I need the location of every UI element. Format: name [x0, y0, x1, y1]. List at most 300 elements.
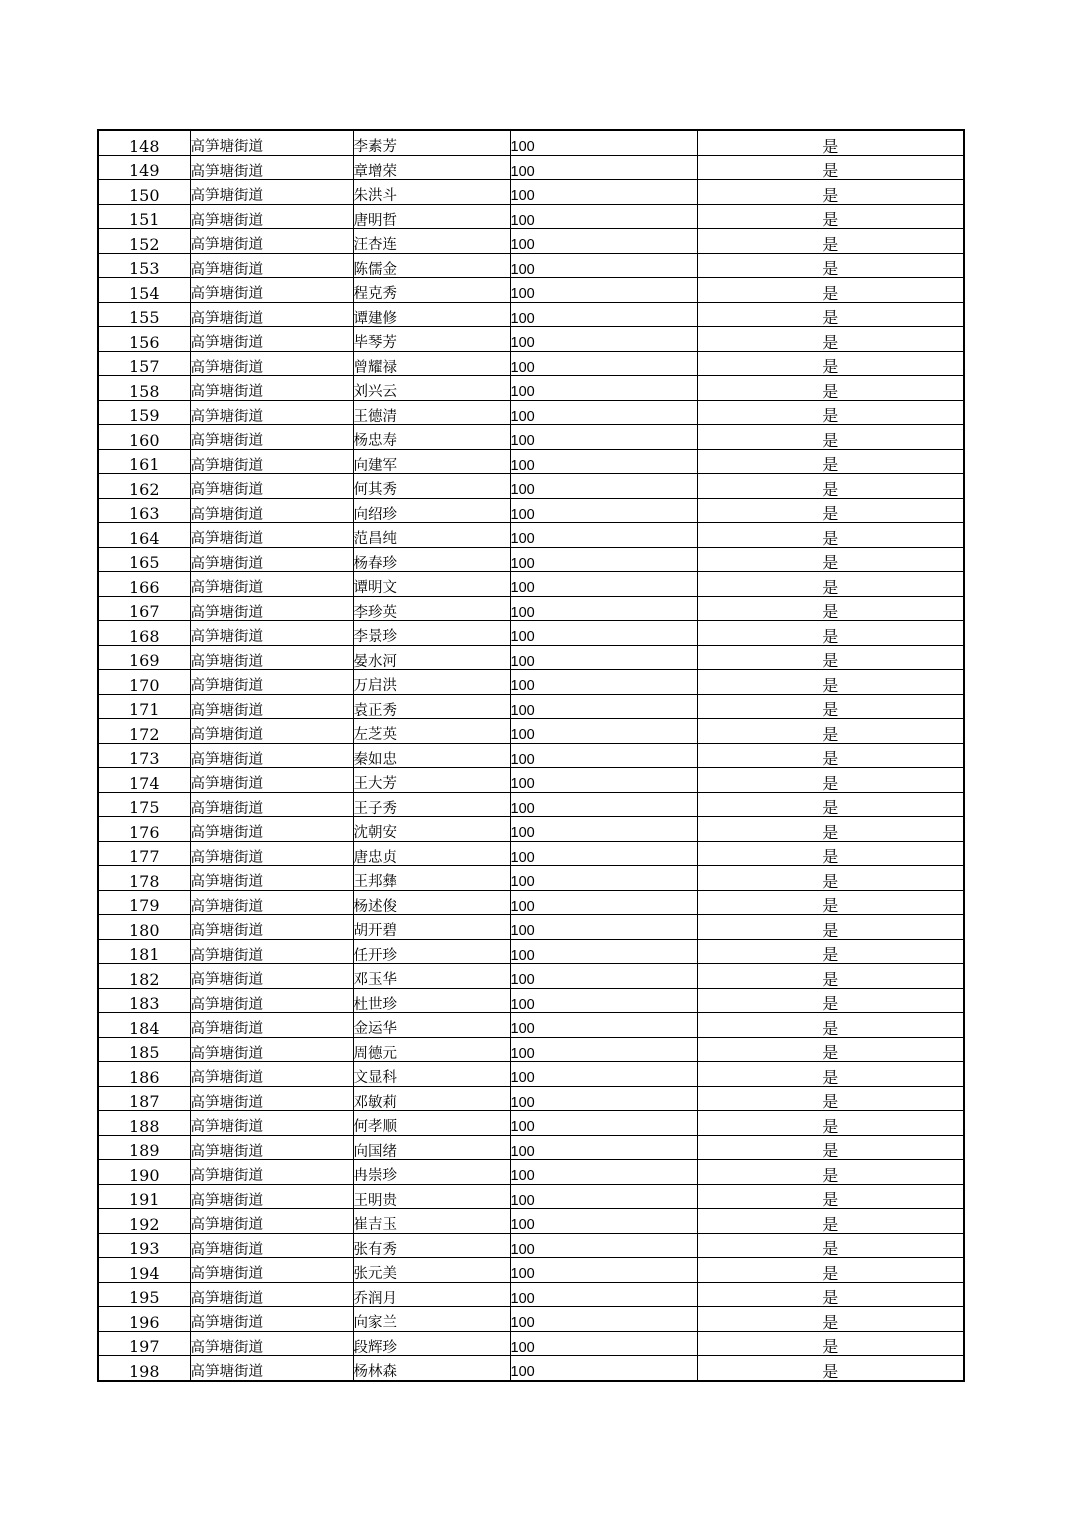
amount-cell: 100	[510, 719, 697, 744]
street-cell: 高笋塘街道	[190, 229, 353, 254]
person-name-cell: 杜世珍	[353, 988, 510, 1013]
table-row	[98, 792, 964, 817]
street-cell: 高笋塘街道	[190, 1331, 353, 1356]
flag-cell: 是	[697, 327, 964, 352]
person-name-cell: 李珍英	[353, 596, 510, 621]
row-number-cell: 178	[98, 866, 190, 891]
street-cell: 高笋塘街道	[190, 596, 353, 621]
street-cell: 高笋塘街道	[190, 1160, 353, 1185]
street-cell: 高笋塘街道	[190, 841, 353, 866]
table-row	[98, 400, 964, 425]
row-number-cell: 182	[98, 964, 190, 989]
amount-cell: 100	[510, 425, 697, 450]
street-cell: 高笋塘街道	[190, 1282, 353, 1307]
street-cell: 高笋塘街道	[190, 449, 353, 474]
row-number-cell: 181	[98, 939, 190, 964]
flag-cell: 是	[697, 841, 964, 866]
amount-cell: 100	[510, 817, 697, 842]
table-row	[98, 547, 964, 572]
row-number-cell: 194	[98, 1258, 190, 1283]
table-row	[98, 1013, 964, 1038]
table-row	[98, 988, 964, 1013]
person-name-cell: 朱洪斗	[353, 180, 510, 205]
street-cell: 高笋塘街道	[190, 572, 353, 597]
table-row	[98, 498, 964, 523]
flag-cell: 是	[697, 866, 964, 891]
row-number-cell: 187	[98, 1086, 190, 1111]
table-row	[98, 866, 964, 891]
row-number-cell: 190	[98, 1160, 190, 1185]
row-number-cell: 155	[98, 302, 190, 327]
person-name-cell: 袁正秀	[353, 694, 510, 719]
person-name-cell: 周德元	[353, 1037, 510, 1062]
amount-cell: 100	[510, 180, 697, 205]
person-name-cell: 范昌纯	[353, 523, 510, 548]
table-row	[98, 1037, 964, 1062]
street-cell: 高笋塘街道	[190, 743, 353, 768]
amount-cell: 100	[510, 204, 697, 229]
flag-cell: 是	[697, 1160, 964, 1185]
table-row	[98, 915, 964, 940]
flag-cell: 是	[697, 449, 964, 474]
table-row	[98, 523, 964, 548]
row-number-cell: 149	[98, 155, 190, 180]
person-name-cell: 段辉珍	[353, 1331, 510, 1356]
table-row	[98, 964, 964, 989]
table-row	[98, 1184, 964, 1209]
row-number-cell: 152	[98, 229, 190, 254]
table-row	[98, 645, 964, 670]
flag-cell: 是	[697, 1013, 964, 1038]
amount-cell: 100	[510, 670, 697, 695]
street-cell: 高笋塘街道	[190, 866, 353, 891]
row-number-cell: 164	[98, 523, 190, 548]
amount-cell: 100	[510, 743, 697, 768]
amount-cell: 100	[510, 1037, 697, 1062]
row-number-cell: 185	[98, 1037, 190, 1062]
street-cell: 高笋塘街道	[190, 1184, 353, 1209]
amount-cell: 100	[510, 1013, 697, 1038]
amount-cell: 100	[510, 302, 697, 327]
table-row	[98, 130, 964, 155]
row-number-cell: 165	[98, 547, 190, 572]
table-row	[98, 596, 964, 621]
street-cell: 高笋塘街道	[190, 253, 353, 278]
amount-cell: 100	[510, 547, 697, 572]
flag-cell: 是	[697, 939, 964, 964]
table-row	[98, 1331, 964, 1356]
person-name-cell: 向建军	[353, 449, 510, 474]
amount-cell: 100	[510, 1282, 697, 1307]
flag-cell: 是	[697, 621, 964, 646]
row-number-cell: 195	[98, 1282, 190, 1307]
street-cell: 高笋塘街道	[190, 1135, 353, 1160]
street-cell: 高笋塘街道	[190, 327, 353, 352]
person-name-cell: 崔吉玉	[353, 1209, 510, 1234]
person-name-cell: 张有秀	[353, 1233, 510, 1258]
flag-cell: 是	[697, 425, 964, 450]
flag-cell: 是	[697, 400, 964, 425]
street-cell: 高笋塘街道	[190, 645, 353, 670]
table-row	[98, 253, 964, 278]
amount-cell: 100	[510, 376, 697, 401]
amount-cell: 100	[510, 768, 697, 793]
row-number-cell: 154	[98, 278, 190, 303]
person-name-cell: 谭明文	[353, 572, 510, 597]
street-cell: 高笋塘街道	[190, 376, 353, 401]
person-name-cell: 文显科	[353, 1062, 510, 1087]
person-name-cell: 王邦彝	[353, 866, 510, 891]
person-name-cell: 王子秀	[353, 792, 510, 817]
street-cell: 高笋塘街道	[190, 817, 353, 842]
flag-cell: 是	[697, 1135, 964, 1160]
person-name-cell: 陈儒金	[353, 253, 510, 278]
amount-cell: 100	[510, 915, 697, 940]
row-number-cell: 196	[98, 1307, 190, 1332]
street-cell: 高笋塘街道	[190, 474, 353, 499]
amount-cell: 100	[510, 155, 697, 180]
street-cell: 高笋塘街道	[190, 547, 353, 572]
person-name-cell: 任开珍	[353, 939, 510, 964]
row-number-cell: 197	[98, 1331, 190, 1356]
row-number-cell: 158	[98, 376, 190, 401]
street-cell: 高笋塘街道	[190, 1111, 353, 1136]
flag-cell: 是	[697, 1282, 964, 1307]
street-cell: 高笋塘街道	[190, 155, 353, 180]
flag-cell: 是	[697, 204, 964, 229]
amount-cell: 100	[510, 523, 697, 548]
table-row	[98, 180, 964, 205]
person-name-cell: 曾耀禄	[353, 351, 510, 376]
table-row	[98, 204, 964, 229]
street-cell: 高笋塘街道	[190, 1037, 353, 1062]
flag-cell: 是	[697, 719, 964, 744]
street-cell: 高笋塘街道	[190, 1307, 353, 1332]
table-row	[98, 1233, 964, 1258]
flag-cell: 是	[697, 1111, 964, 1136]
amount-cell: 100	[510, 1111, 697, 1136]
street-cell: 高笋塘街道	[190, 278, 353, 303]
person-name-cell: 何孝顺	[353, 1111, 510, 1136]
amount-cell: 100	[510, 964, 697, 989]
person-name-cell: 王明贵	[353, 1184, 510, 1209]
flag-cell: 是	[697, 743, 964, 768]
flag-cell: 是	[697, 596, 964, 621]
street-cell: 高笋塘街道	[190, 1013, 353, 1038]
table-row	[98, 1062, 964, 1087]
row-number-cell: 151	[98, 204, 190, 229]
person-name-cell: 冉崇珍	[353, 1160, 510, 1185]
flag-cell: 是	[697, 792, 964, 817]
row-number-cell: 161	[98, 449, 190, 474]
person-name-cell: 乔润月	[353, 1282, 510, 1307]
street-cell: 高笋塘街道	[190, 425, 353, 450]
row-number-cell: 166	[98, 572, 190, 597]
flag-cell: 是	[697, 890, 964, 915]
row-number-cell: 184	[98, 1013, 190, 1038]
person-name-cell: 向家兰	[353, 1307, 510, 1332]
table-row	[98, 1160, 964, 1185]
table-row	[98, 841, 964, 866]
row-number-cell: 177	[98, 841, 190, 866]
amount-cell: 100	[510, 1307, 697, 1332]
person-name-cell: 唐明哲	[353, 204, 510, 229]
amount-cell: 100	[510, 572, 697, 597]
row-number-cell: 174	[98, 768, 190, 793]
flag-cell: 是	[697, 278, 964, 303]
amount-cell: 100	[510, 694, 697, 719]
row-number-cell: 168	[98, 621, 190, 646]
table-row	[98, 449, 964, 474]
street-cell: 高笋塘街道	[190, 670, 353, 695]
table-row	[98, 327, 964, 352]
amount-cell: 100	[510, 1160, 697, 1185]
person-name-cell: 金运华	[353, 1013, 510, 1038]
flag-cell: 是	[697, 1233, 964, 1258]
row-number-cell: 189	[98, 1135, 190, 1160]
flag-cell: 是	[697, 253, 964, 278]
street-cell: 高笋塘街道	[190, 302, 353, 327]
street-cell: 高笋塘街道	[190, 915, 353, 940]
table-row	[98, 376, 964, 401]
amount-cell: 100	[510, 841, 697, 866]
row-number-cell: 170	[98, 670, 190, 695]
flag-cell: 是	[697, 1307, 964, 1332]
amount-cell: 100	[510, 1135, 697, 1160]
row-number-cell: 167	[98, 596, 190, 621]
table-row	[98, 351, 964, 376]
street-cell: 高笋塘街道	[190, 130, 353, 155]
table-row	[98, 621, 964, 646]
row-number-cell: 180	[98, 915, 190, 940]
street-cell: 高笋塘街道	[190, 792, 353, 817]
person-name-cell: 毕琴芳	[353, 327, 510, 352]
flag-cell: 是	[697, 130, 964, 155]
street-cell: 高笋塘街道	[190, 719, 353, 744]
flag-cell: 是	[697, 1037, 964, 1062]
flag-cell: 是	[697, 498, 964, 523]
amount-cell: 100	[510, 130, 697, 155]
person-name-cell: 杨春珍	[353, 547, 510, 572]
row-number-cell: 169	[98, 645, 190, 670]
row-number-cell: 171	[98, 694, 190, 719]
amount-cell: 100	[510, 1233, 697, 1258]
amount-cell: 100	[510, 400, 697, 425]
amount-cell: 100	[510, 988, 697, 1013]
row-number-cell: 183	[98, 988, 190, 1013]
row-number-cell: 173	[98, 743, 190, 768]
person-name-cell: 左芝英	[353, 719, 510, 744]
amount-cell: 100	[510, 621, 697, 646]
street-cell: 高笋塘街道	[190, 400, 353, 425]
street-cell: 高笋塘街道	[190, 768, 353, 793]
street-cell: 高笋塘街道	[190, 180, 353, 205]
street-cell: 高笋塘街道	[190, 988, 353, 1013]
person-name-cell: 万启洪	[353, 670, 510, 695]
table-row	[98, 670, 964, 695]
street-cell: 高笋塘街道	[190, 939, 353, 964]
street-cell: 高笋塘街道	[190, 498, 353, 523]
flag-cell: 是	[697, 915, 964, 940]
flag-cell: 是	[697, 229, 964, 254]
flag-cell: 是	[697, 1086, 964, 1111]
table-row	[98, 1356, 964, 1381]
table-row	[98, 1282, 964, 1307]
row-number-cell: 188	[98, 1111, 190, 1136]
flag-cell: 是	[697, 474, 964, 499]
row-number-cell: 160	[98, 425, 190, 450]
person-name-cell: 邓玉华	[353, 964, 510, 989]
table-row	[98, 1086, 964, 1111]
amount-cell: 100	[510, 1184, 697, 1209]
row-number-cell: 162	[98, 474, 190, 499]
person-name-cell: 汪杏连	[353, 229, 510, 254]
amount-cell: 100	[510, 1086, 697, 1111]
table-row	[98, 155, 964, 180]
person-name-cell: 秦如忠	[353, 743, 510, 768]
row-number-cell: 150	[98, 180, 190, 205]
amount-cell: 100	[510, 253, 697, 278]
table-row	[98, 1307, 964, 1332]
person-name-cell: 何其秀	[353, 474, 510, 499]
flag-cell: 是	[697, 817, 964, 842]
flag-cell: 是	[697, 1209, 964, 1234]
person-name-cell: 张元美	[353, 1258, 510, 1283]
street-cell: 高笋塘街道	[190, 204, 353, 229]
row-number-cell: 159	[98, 400, 190, 425]
person-name-cell: 刘兴云	[353, 376, 510, 401]
flag-cell: 是	[697, 1331, 964, 1356]
amount-cell: 100	[510, 498, 697, 523]
amount-cell: 100	[510, 1356, 697, 1381]
street-cell: 高笋塘街道	[190, 964, 353, 989]
flag-cell: 是	[697, 547, 964, 572]
row-number-cell: 172	[98, 719, 190, 744]
flag-cell: 是	[697, 670, 964, 695]
person-name-cell: 邓敏莉	[353, 1086, 510, 1111]
amount-cell: 100	[510, 890, 697, 915]
person-name-cell: 沈朝安	[353, 817, 510, 842]
table-row	[98, 719, 964, 744]
person-name-cell: 李景珍	[353, 621, 510, 646]
row-number-cell: 175	[98, 792, 190, 817]
flag-cell: 是	[697, 1356, 964, 1381]
amount-cell: 100	[510, 1062, 697, 1087]
street-cell: 高笋塘街道	[190, 523, 353, 548]
row-number-cell: 192	[98, 1209, 190, 1234]
person-name-cell: 李素芳	[353, 130, 510, 155]
amount-cell: 100	[510, 474, 697, 499]
table-row	[98, 743, 964, 768]
flag-cell: 是	[697, 988, 964, 1013]
row-number-cell: 186	[98, 1062, 190, 1087]
row-number-cell: 148	[98, 130, 190, 155]
amount-cell: 100	[510, 229, 697, 254]
amount-cell: 100	[510, 792, 697, 817]
table-row	[98, 1258, 964, 1283]
flag-cell: 是	[697, 155, 964, 180]
table-row	[98, 1209, 964, 1234]
amount-cell: 100	[510, 645, 697, 670]
row-number-cell: 157	[98, 351, 190, 376]
flag-cell: 是	[697, 768, 964, 793]
person-name-cell: 向国绪	[353, 1135, 510, 1160]
table-row	[98, 572, 964, 597]
person-name-cell: 晏水河	[353, 645, 510, 670]
amount-cell: 100	[510, 327, 697, 352]
flag-cell: 是	[697, 523, 964, 548]
flag-cell: 是	[697, 1184, 964, 1209]
amount-cell: 100	[510, 596, 697, 621]
amount-cell: 100	[510, 866, 697, 891]
street-cell: 高笋塘街道	[190, 621, 353, 646]
table-row	[98, 474, 964, 499]
flag-cell: 是	[697, 572, 964, 597]
flag-cell: 是	[697, 302, 964, 327]
table-row	[98, 302, 964, 327]
flag-cell: 是	[697, 180, 964, 205]
person-name-cell: 胡开碧	[353, 915, 510, 940]
person-name-cell: 唐忠贞	[353, 841, 510, 866]
subsidy-table	[97, 129, 965, 1382]
person-name-cell: 章增荣	[353, 155, 510, 180]
flag-cell: 是	[697, 376, 964, 401]
street-cell: 高笋塘街道	[190, 351, 353, 376]
amount-cell: 100	[510, 449, 697, 474]
street-cell: 高笋塘街道	[190, 1356, 353, 1381]
amount-cell: 100	[510, 1209, 697, 1234]
amount-cell: 100	[510, 1331, 697, 1356]
table-row	[98, 890, 964, 915]
table-row	[98, 939, 964, 964]
street-cell: 高笋塘街道	[190, 890, 353, 915]
row-number-cell: 156	[98, 327, 190, 352]
flag-cell: 是	[697, 351, 964, 376]
table-row	[98, 425, 964, 450]
person-name-cell: 杨忠寿	[353, 425, 510, 450]
flag-cell: 是	[697, 645, 964, 670]
row-number-cell: 179	[98, 890, 190, 915]
row-number-cell: 191	[98, 1184, 190, 1209]
flag-cell: 是	[697, 1062, 964, 1087]
street-cell: 高笋塘街道	[190, 1062, 353, 1087]
street-cell: 高笋塘街道	[190, 1258, 353, 1283]
person-name-cell: 程克秀	[353, 278, 510, 303]
row-number-cell: 193	[98, 1233, 190, 1258]
amount-cell: 100	[510, 351, 697, 376]
row-number-cell: 176	[98, 817, 190, 842]
person-name-cell: 杨林森	[353, 1356, 510, 1381]
amount-cell: 100	[510, 278, 697, 303]
flag-cell: 是	[697, 1258, 964, 1283]
person-name-cell: 杨述俊	[353, 890, 510, 915]
person-name-cell: 王大芳	[353, 768, 510, 793]
table-row	[98, 1135, 964, 1160]
table-row	[98, 694, 964, 719]
amount-cell: 100	[510, 939, 697, 964]
street-cell: 高笋塘街道	[190, 694, 353, 719]
table-body	[98, 130, 964, 1381]
row-number-cell: 153	[98, 253, 190, 278]
row-number-cell: 198	[98, 1356, 190, 1381]
table-row	[98, 1111, 964, 1136]
amount-cell: 100	[510, 1258, 697, 1283]
flag-cell: 是	[697, 964, 964, 989]
person-name-cell: 王德清	[353, 400, 510, 425]
street-cell: 高笋塘街道	[190, 1209, 353, 1234]
table-row	[98, 817, 964, 842]
table-row	[98, 278, 964, 303]
